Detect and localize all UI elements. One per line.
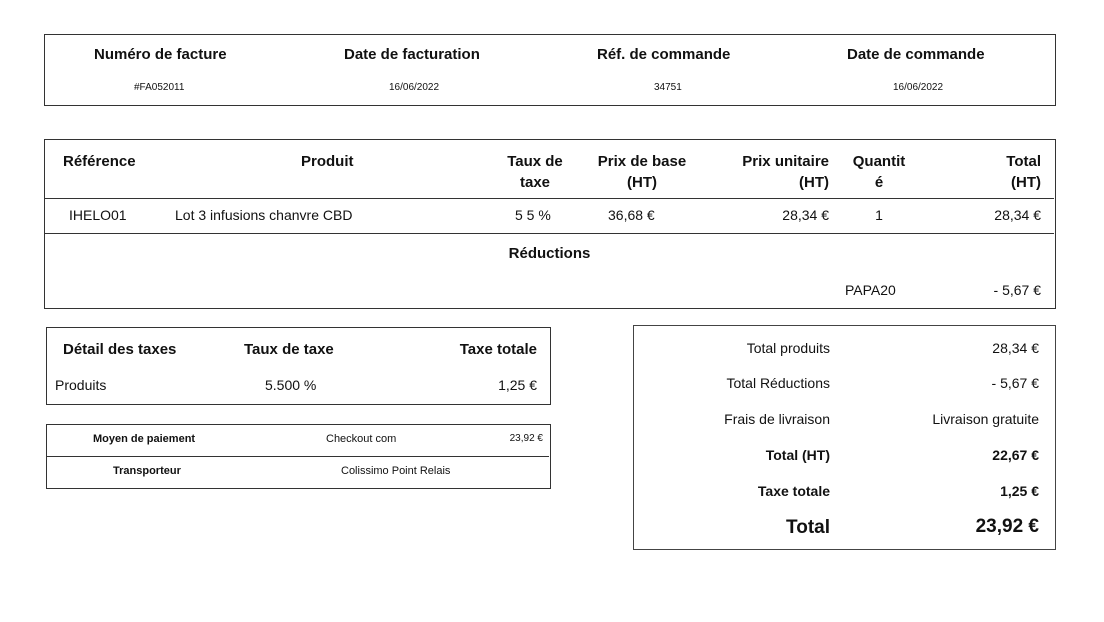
row-product: Lot 3 infusions chanvre CBD — [175, 207, 353, 223]
tax-total-label: Taxe totale — [757, 483, 830, 499]
reduction-amount: - 5,67 € — [993, 282, 1041, 298]
col-header-product: Produit — [301, 153, 354, 170]
tax-detail-table — [46, 327, 551, 405]
tax-rate-header: Taux de taxe — [244, 341, 334, 358]
tax-detail-header: Détail des taxes — [63, 341, 177, 358]
grand-total-label: Total — [786, 517, 830, 538]
invoice-info-table — [44, 34, 1056, 106]
row-total: 28,34 € — [994, 207, 1041, 223]
order-ref-header: Réf. de commande — [597, 46, 731, 63]
shipping-value: Livraison gratuite — [932, 411, 1039, 427]
grand-total-value: 23,92 € — [975, 516, 1039, 537]
col-header-tax-rate — [495, 151, 575, 193]
col-header-base-price — [587, 151, 697, 193]
payment-method-amount: 23,92 € — [509, 433, 543, 444]
reductions-title: Réductions — [508, 245, 591, 262]
row-reference: IHELO01 — [69, 207, 127, 223]
total-products-value: 28,34 € — [992, 340, 1039, 356]
carrier-label: Transporteur — [113, 465, 181, 477]
payment-table — [46, 424, 551, 489]
invoice-number-header: Numéro de facture — [94, 46, 227, 63]
order-date-value: 16/06/2022 — [893, 82, 944, 93]
row-base-price: 36,68 € — [608, 207, 655, 223]
row-unit-price: 28,34 € — [782, 207, 829, 223]
invoice-number-value: #FA052011 — [134, 82, 185, 93]
col-header-reference: Référence — [63, 153, 136, 170]
tax-total-header: Taxe totale — [459, 341, 537, 358]
col-header-unit-price-line2: (HT) — [799, 174, 829, 191]
col-header-quantity-line1: Quantit — [852, 153, 906, 170]
invoice-date-header: Date de facturation — [344, 46, 480, 63]
col-header-total-line2: (HT) — [1011, 174, 1041, 191]
col-header-quantity — [841, 151, 917, 193]
total-reductions-value: - 5,67 € — [991, 375, 1039, 391]
col-header-unit-price — [715, 151, 829, 193]
row-quantity: 1 — [875, 207, 883, 223]
col-header-base-price-line1: Prix de base — [597, 153, 687, 170]
tax-rate-value: 5.500 % — [265, 377, 317, 393]
products-table — [44, 139, 1056, 309]
shipping-label: Frais de livraison — [724, 411, 830, 427]
invoice-date-value: 16/06/2022 — [389, 82, 440, 93]
col-header-tax-rate-line1: Taux de — [507, 153, 563, 170]
totals-summary — [633, 325, 1056, 550]
row-tax-rate: 5 5 % — [515, 207, 551, 223]
reduction-code: PAPA20 — [845, 282, 896, 298]
col-header-total-line1: Total — [1006, 153, 1041, 170]
col-header-unit-price-line1: Prix unitaire — [742, 153, 829, 170]
total-reductions-label: Total Réductions — [726, 375, 830, 391]
order-ref-value: 34751 — [654, 82, 682, 93]
header-divider — [45, 198, 1054, 199]
col-header-quantity-line2: é — [874, 174, 884, 191]
col-header-total — [965, 151, 1041, 193]
tax-total-summary-value: 1,25 € — [1000, 483, 1039, 499]
payment-method-value: Checkout com — [326, 433, 397, 445]
total-ht-label: Total (HT) — [765, 447, 830, 463]
col-header-base-price-line2: (HT) — [627, 174, 657, 191]
total-ht-value: 22,67 € — [992, 447, 1039, 463]
payment-divider — [47, 456, 549, 457]
carrier-value: Colissimo Point Relais — [341, 465, 451, 477]
payment-method-label: Moyen de paiement — [93, 433, 196, 445]
col-header-tax-rate-line2: taxe — [519, 174, 551, 191]
total-products-label: Total produits — [746, 340, 830, 356]
tax-total-value: 1,25 € — [498, 377, 537, 393]
row-divider — [45, 233, 1054, 234]
tax-category: Produits — [55, 377, 107, 393]
order-date-header: Date de commande — [847, 46, 985, 63]
